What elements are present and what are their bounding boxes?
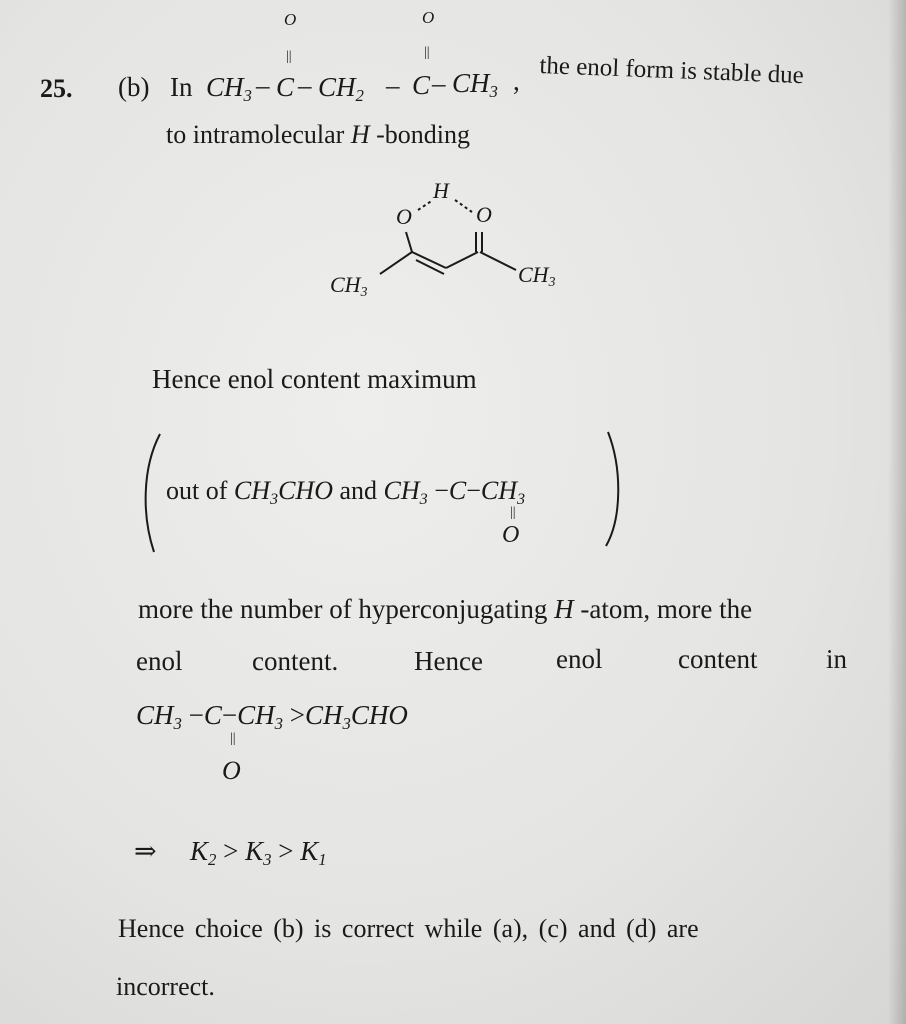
enol-ch3-right: $CH_3$ <box>518 262 556 290</box>
hyperconj-line1: more the number of hyperconjugating H -atom, more the <box>138 594 753 624</box>
double-bond-1: || <box>286 49 292 64</box>
conclusion-line1: Hence choice (b) is correct while (a), (c) and (d) are <box>118 914 699 943</box>
comparison-formula: $CH_3 -C-CH_3 >CH_3CHO$ <box>136 700 408 734</box>
question-number: 25. <box>40 74 73 103</box>
result-k-ordering: $K_2 > K_3 > K_1$ <box>190 836 327 870</box>
comparison-o: O <box>222 756 241 785</box>
intro-tail: the enol form is stable due <box>538 52 805 90</box>
enol-o-right: O <box>476 202 492 227</box>
formula-comma: , <box>513 66 520 96</box>
comparison-double-bond: || <box>230 731 236 746</box>
enol-h: H <box>433 178 449 203</box>
formula-ch3-a: $CH_3$ <box>206 72 252 106</box>
formula-c2: C <box>412 70 431 100</box>
formula-dash-4: – <box>432 68 446 98</box>
paren-content: out of $CH_3CHO$ and $CH_3 -C-CH_3$ <box>166 476 526 508</box>
hyperconj-word-5: content <box>678 644 758 674</box>
formula-o2: O <box>422 8 435 27</box>
conclusion-line2: incorrect. <box>116 972 215 1001</box>
paren-double-bond: || <box>510 505 516 520</box>
hyperconj-word-6: in <box>826 644 848 674</box>
formula-ch3-b: $CH_3$ <box>452 68 498 102</box>
enol-ch3-left: $CH_3$ <box>330 272 368 300</box>
intro-line2: to intramolecular H -bonding <box>166 120 470 149</box>
formula-o1: O <box>284 10 297 29</box>
formula-dash-1: – <box>256 70 270 100</box>
formula-dash-3: – <box>386 70 400 100</box>
hyperconj-word-2: content. <box>252 646 339 676</box>
formula-c1: C <box>276 72 295 102</box>
hence-enol-max: Hence enol content maximum <box>152 364 477 394</box>
double-bond-2: || <box>424 45 430 60</box>
page-edge-shadow <box>888 0 906 1024</box>
hyperconj-word-4: enol <box>556 644 603 674</box>
option-label: (b) <box>118 72 150 102</box>
hyperconj-word-3: Hence <box>414 646 483 676</box>
paren-o: O <box>502 522 520 548</box>
intro-in: In <box>170 72 193 102</box>
enol-o-left: O <box>396 204 412 229</box>
formula-dash-2: – <box>298 70 312 100</box>
hyperconj-word-1: enol <box>136 646 183 676</box>
formula-ch2: $CH_2$ <box>318 72 364 106</box>
result-arrow: ⇒ <box>134 836 157 866</box>
